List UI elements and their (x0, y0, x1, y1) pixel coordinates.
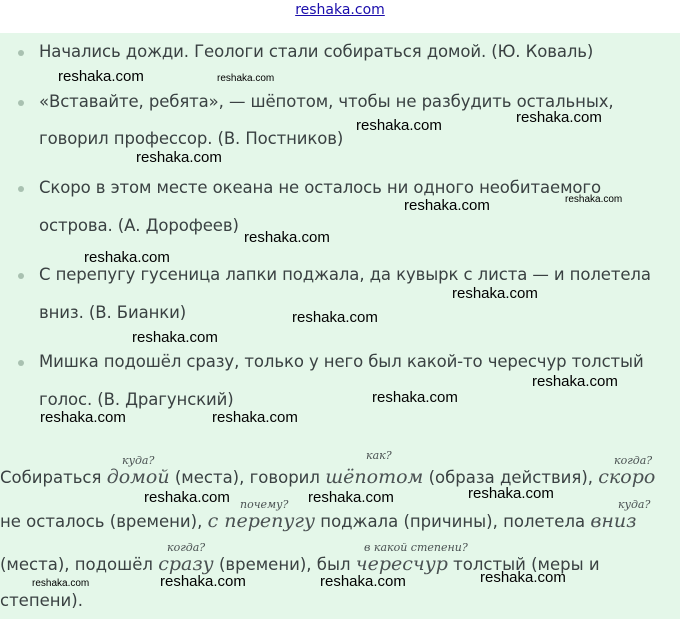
bullet-dot (18, 100, 24, 106)
watermark: reshaka.com (32, 578, 90, 589)
watermark: reshaka.com (320, 573, 406, 590)
sentence-5-line-1: Мишка подошёл сразу, только у него был какой-то чересчур толстый (39, 352, 644, 371)
answer-line-2: не осталось (времени), с перепугу поджала (причины), полетела вниз (0, 510, 637, 532)
bullet-dot (18, 186, 24, 192)
watermark: reshaka.com (136, 149, 222, 166)
site-link[interactable]: reshaka.com (295, 2, 385, 18)
sentence-2-line-2: говорил профессор. (В. Постников) (39, 129, 344, 148)
sentence-2-line-1: «Вставайте, ребята», — шёпотом, чтобы не разбудить остальных, (39, 92, 614, 111)
sentence-4-line-1: С перепугу гусеница лапки поджала, да кувырк с листа — и полетела (39, 265, 651, 284)
question-label: в какой степени? (364, 541, 468, 554)
watermark: reshaka.com (452, 285, 538, 302)
question-label: почему? (240, 498, 289, 511)
watermark: reshaka.com (84, 249, 170, 266)
watermark: reshaka.com (308, 489, 394, 506)
watermark: reshaka.com (144, 489, 230, 506)
watermark: reshaka.com (480, 569, 566, 586)
question-label: куда? (122, 454, 155, 467)
watermark: reshaka.com (532, 373, 618, 390)
sentence-3-line-1: Скоро в этом месте океана не осталось ни одного необитаемого (39, 178, 601, 197)
sentence-5-line-2: голос. (В. Драгунский) (39, 390, 234, 409)
answer-line-3: (места), подошёл сразу (времени), был чересчур толстый (меры и (0, 553, 600, 575)
question-label: когда? (167, 541, 206, 554)
watermark: reshaka.com (372, 389, 458, 406)
answer-line-1: Собираться домой (места), говорил шёпотом (образа действия), скоро (0, 466, 656, 488)
question-label: как? (366, 449, 392, 462)
watermark: reshaka.com (160, 573, 246, 590)
watermark: reshaka.com (132, 329, 218, 346)
watermark: reshaka.com (244, 229, 330, 246)
watermark: reshaka.com (58, 68, 144, 85)
watermark: reshaka.com (217, 73, 275, 84)
question-label: куда? (618, 498, 651, 511)
sentence-3-line-2: острова. (А. Дорофеев) (39, 216, 239, 235)
watermark: reshaka.com (565, 194, 623, 205)
watermark: reshaka.com (212, 409, 298, 426)
bullet-dot (18, 360, 24, 366)
bullet-dot (18, 50, 24, 56)
watermark: reshaka.com (292, 309, 378, 326)
watermark: reshaka.com (468, 485, 554, 502)
answer-line-4: степени). (0, 591, 83, 610)
watermark: reshaka.com (356, 117, 442, 134)
question-label: когда? (614, 454, 653, 467)
sentence-1-line-1: Начались дожди. Геологи стали собираться домой. (Ю. Коваль) (39, 42, 594, 61)
watermark: reshaka.com (516, 109, 602, 126)
bullet-dot (18, 273, 24, 279)
watermark: reshaka.com (40, 409, 126, 426)
sentence-4-line-2: вниз. (В. Бианки) (39, 303, 187, 322)
watermark: reshaka.com (404, 197, 490, 214)
